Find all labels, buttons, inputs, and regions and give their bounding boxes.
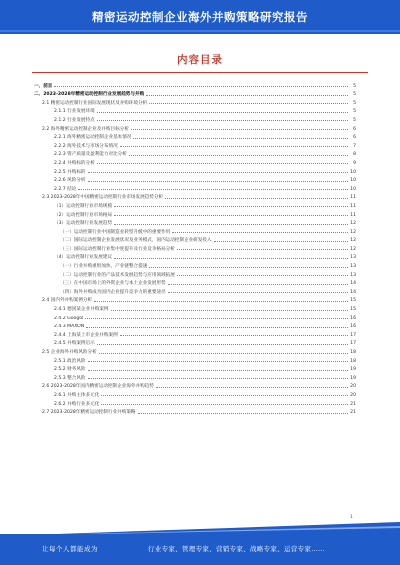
toc-entry-page: 12: [350, 229, 356, 235]
toc-leader-dots: [88, 361, 348, 362]
toc-leader-dots: [120, 146, 348, 147]
toc-leader-dots: [114, 206, 348, 207]
toc-leader-dots: [114, 224, 348, 225]
toc-leader-dots: [97, 112, 348, 113]
toc-entry-page: 21: [350, 401, 356, 407]
toc-entry-title: （二）运动控制行业的产品技术发展趋势与应用领域拓展: [60, 272, 175, 278]
toc-entry[interactable]: [34, 80, 356, 89]
toc-leader-dots: [101, 404, 348, 405]
page-number: 1: [350, 515, 353, 520]
toc-entry-title: 2.2.7 结论: [54, 186, 77, 192]
toc-entry[interactable]: [34, 269, 356, 278]
toc-entry[interactable]: [34, 97, 356, 106]
toc-entry-title: 2.7 2023-2028年精密运动控制行业并购策略: [42, 410, 136, 416]
toc-entry-title: 2.2.6 风险分析: [54, 178, 86, 184]
toc-entry-title: （一）行业并购重组加快，产业链整合提速: [60, 264, 148, 270]
toc-leader-dots: [97, 120, 348, 121]
toc-entry[interactable]: [34, 278, 356, 287]
toc-leader-dots: [99, 353, 348, 354]
toc-entry[interactable]: [34, 132, 356, 141]
toc-entry-page: 20: [350, 392, 356, 398]
toc-entry-page: 9: [353, 160, 356, 166]
toc-entry[interactable]: [34, 295, 356, 304]
toc-leader-dots: [101, 395, 348, 396]
toc-entry-title: 2.2 海外精密运动控制企业及并购目标分析: [42, 126, 129, 132]
toc-divider: [32, 72, 368, 73]
toc-leader-dots: [88, 378, 348, 379]
toc-leader-dots: [85, 318, 348, 319]
toc-entry[interactable]: [34, 252, 356, 261]
toc-entry[interactable]: [34, 209, 356, 218]
toc-entry[interactable]: [34, 364, 356, 373]
toc-entry[interactable]: [34, 338, 356, 347]
toc-entry-title: 2.5.2 财务风险: [54, 367, 86, 373]
toc-entry-page: 5: [353, 83, 356, 89]
toc-entry-page: 11: [350, 195, 356, 201]
toc-entry[interactable]: [34, 381, 356, 390]
toc-leader-dots: [165, 198, 348, 199]
toc-entry-title: （3）运动控制行业发展趋势: [54, 221, 113, 227]
header-stripe: [0, 30, 400, 32]
toc-entry-page: 13: [350, 264, 356, 270]
toc-leader-dots: [168, 284, 348, 285]
table-of-contents: [34, 80, 356, 415]
toc-leader-dots: [138, 413, 348, 414]
toc-entry-title: 2.2.3 资产质量及盈利能力对比分析: [54, 152, 127, 158]
toc-entry-page: 5: [353, 109, 356, 115]
toc-entry[interactable]: [34, 226, 356, 235]
toc-entry[interactable]: [34, 346, 356, 355]
toc-entry[interactable]: [34, 157, 356, 166]
toc-entry-title: 2.2.1 海外精密运动控制企业基本情况: [54, 135, 132, 141]
toc-entry-title: 2.4 国内外并购案例分析: [42, 298, 93, 304]
toc-leader-dots: [111, 310, 349, 311]
toc-entry-title: 一、前言: [34, 83, 53, 89]
toc-leader-dots: [168, 292, 348, 293]
toc-entry-page: 14: [350, 289, 356, 295]
toc-entry-page: 13: [350, 272, 356, 278]
toc-entry[interactable]: [34, 106, 356, 115]
toc-entry-page: 18: [350, 350, 356, 355]
toc-leader-dots: [172, 232, 348, 233]
toc-entry-page: 16: [350, 315, 356, 321]
toc-entry-page: 8: [353, 152, 356, 158]
toc-entry-title: （三）国际运动控制行业集中度提升及行业竞争格局分析: [60, 246, 175, 252]
toc-leader-dots: [156, 387, 348, 388]
toc-entry[interactable]: [34, 192, 356, 201]
toc-leader-dots: [149, 103, 348, 104]
toc-entry-title: 2.4.1 德国某企业并购案例: [54, 307, 109, 313]
toc-entry-title: 2.5.1 政治风险: [54, 358, 86, 364]
toc-leader-dots: [88, 181, 348, 182]
toc-entry-title: （四）海外并购成为国内企业提升竞争力的重要途径: [60, 289, 166, 295]
toc-entry-page: 7: [353, 143, 356, 149]
toc-entry-title: （2）运动控制行业市场格局: [54, 212, 113, 218]
toc-entry[interactable]: [34, 243, 356, 252]
toc-entry-title: （1）运动控制行业市场规模: [54, 203, 113, 209]
toc-entry-page: 5: [353, 117, 356, 123]
footer-tagline: 行业专家、管理专家、营销专家、战略专家、运营专家……: [148, 545, 325, 553]
toc-entry-title: 2.3 2023-2028年中国精密运动控制行业市场发展趋势分析: [42, 195, 164, 201]
report-title: 精密运动控制企业海外并购策略研究报告: [92, 10, 308, 24]
toc-entry[interactable]: [34, 89, 356, 98]
toc-entry-title: 2.4.2 Googol: [54, 315, 84, 321]
toc-entry-title: 2.5 企业海外并购风险分析: [42, 350, 97, 355]
toc-entry-page: 16: [350, 324, 356, 330]
toc-entry-title: 2.1 精密运动控制行业国际发展现状及并购环境分析: [42, 100, 148, 106]
toc-leader-dots: [97, 344, 348, 345]
toc-entry-page: 20: [350, 384, 356, 390]
toc-entry[interactable]: [34, 114, 356, 123]
toc-leader-dots: [88, 172, 348, 173]
toc-entry-page: 6: [353, 126, 356, 132]
toc-entry-title: 2.2.5 并购标的: [54, 169, 86, 175]
toc-leader-dots: [114, 215, 348, 216]
toc-entry-page: 13: [350, 255, 356, 261]
toc-entry-page: 17: [350, 341, 356, 347]
toc-leader-dots: [133, 138, 348, 139]
toc-entry-page: 14: [350, 281, 356, 287]
toc-entry[interactable]: [34, 329, 356, 338]
toc-leader-dots: [177, 249, 348, 250]
toc-entry[interactable]: [34, 235, 356, 244]
toc-entry[interactable]: [34, 372, 356, 381]
toc-leader-dots: [131, 129, 348, 130]
toc-entry-title: 2.2.2 海外技术与市场分布情况: [54, 143, 118, 149]
toc-entry-page: 11: [350, 212, 356, 218]
toc-entry[interactable]: [34, 407, 356, 416]
toc-entry-page: 6: [353, 135, 356, 141]
toc-entry[interactable]: [34, 166, 356, 175]
toc-leader-dots: [114, 258, 348, 259]
toc-entry[interactable]: [34, 200, 356, 209]
toc-leader-dots: [54, 86, 348, 87]
toc-entry-page: 12: [350, 238, 356, 244]
toc-entry-title: （一）运动控制行业中国制造业转型升级中的重要作用: [60, 229, 171, 235]
toc-entry[interactable]: [34, 321, 356, 330]
toc-entry[interactable]: [34, 312, 356, 321]
toc-entry-title: 2.2.4 并购标的分析: [54, 160, 95, 166]
toc-entry[interactable]: [34, 303, 356, 312]
toc-entry[interactable]: [34, 260, 356, 269]
toc-leader-dots: [97, 163, 348, 164]
toc-entry[interactable]: [34, 389, 356, 398]
toc-entry[interactable]: [34, 398, 356, 407]
toc-entry-page: 10: [350, 186, 356, 192]
toc-entry-title: 2.6.2 并购行业多元化: [54, 401, 100, 407]
toc-entry-title: 二、2023-2028年精密运动控制行业发展趋势与并购: [34, 92, 145, 98]
toc-entry-title: 2.5.3 整合风险: [54, 375, 86, 381]
toc-leader-dots: [146, 95, 348, 96]
toc-entry[interactable]: [34, 175, 356, 184]
toc-entry-page: 17: [350, 332, 356, 338]
toc-leader-dots: [149, 267, 348, 268]
toc-entry-page: 18: [350, 358, 356, 364]
toc-leader-dots: [88, 370, 348, 371]
toc-entry-title: （4）运动控制行业发展建议: [54, 255, 113, 261]
toc-leader-dots: [177, 275, 348, 276]
toc-entry-title: （二）国际运动控制企业发展状况及业务模式，国内运动控制企业研发投入: [60, 238, 212, 244]
toc-entry-page: 19: [350, 367, 356, 373]
toc-entry[interactable]: [34, 286, 356, 295]
toc-entry[interactable]: [34, 123, 356, 132]
report-header: [0, 0, 400, 34]
toc-entry-title: 2.4.5 并购案例启示: [54, 341, 95, 347]
toc-entry[interactable]: [34, 355, 356, 364]
toc-entry[interactable]: [34, 218, 356, 227]
toc-entry-title: 2.1.2 行业发展特点: [54, 117, 95, 123]
toc-leader-dots: [86, 327, 348, 328]
toc-entry-title: 2.4.3 MAXON: [54, 324, 85, 330]
toc-entry-page: 12: [350, 221, 356, 227]
toc-heading: 内容目录: [177, 54, 223, 66]
toc-entry-title: （三）在中国市场上的外资企业与本土企业发展形势: [60, 281, 166, 287]
toc-leader-dots: [94, 301, 348, 302]
toc-entry-page: 15: [350, 307, 356, 313]
toc-entry[interactable]: [34, 149, 356, 158]
toc-entry-title: 2.6 2023-2028年国内精密运动控制企业海外并购趋势: [42, 384, 154, 390]
toc-entry-page: 15: [350, 298, 356, 304]
toc-leader-dots: [214, 241, 348, 242]
footer-slogan: 让每个人都能成为: [42, 545, 98, 553]
toc-entry[interactable]: [34, 140, 356, 149]
toc-leader-dots: [78, 189, 348, 190]
toc-entry-page: 11: [350, 203, 356, 209]
toc-entry-page: 10: [350, 169, 356, 175]
toc-entry-page: 10: [350, 178, 356, 184]
toc-entry-page: 5: [353, 100, 356, 106]
toc-entry-title: 2.6.1 并购主体多元化: [54, 392, 100, 398]
toc-entry[interactable]: [34, 183, 356, 192]
toc-entry-title: 2.4.4 上海某上市企业并购案例: [54, 332, 118, 338]
toc-entry-page: 19: [350, 375, 356, 381]
toc-entry-title: 2.1.1 行业发展环境: [54, 109, 95, 115]
toc-leader-dots: [120, 335, 348, 336]
toc-entry-page: 5: [353, 92, 356, 98]
toc-leader-dots: [129, 155, 348, 156]
toc-entry-page: 12: [350, 246, 356, 252]
toc-entry-page: 21: [350, 410, 356, 416]
